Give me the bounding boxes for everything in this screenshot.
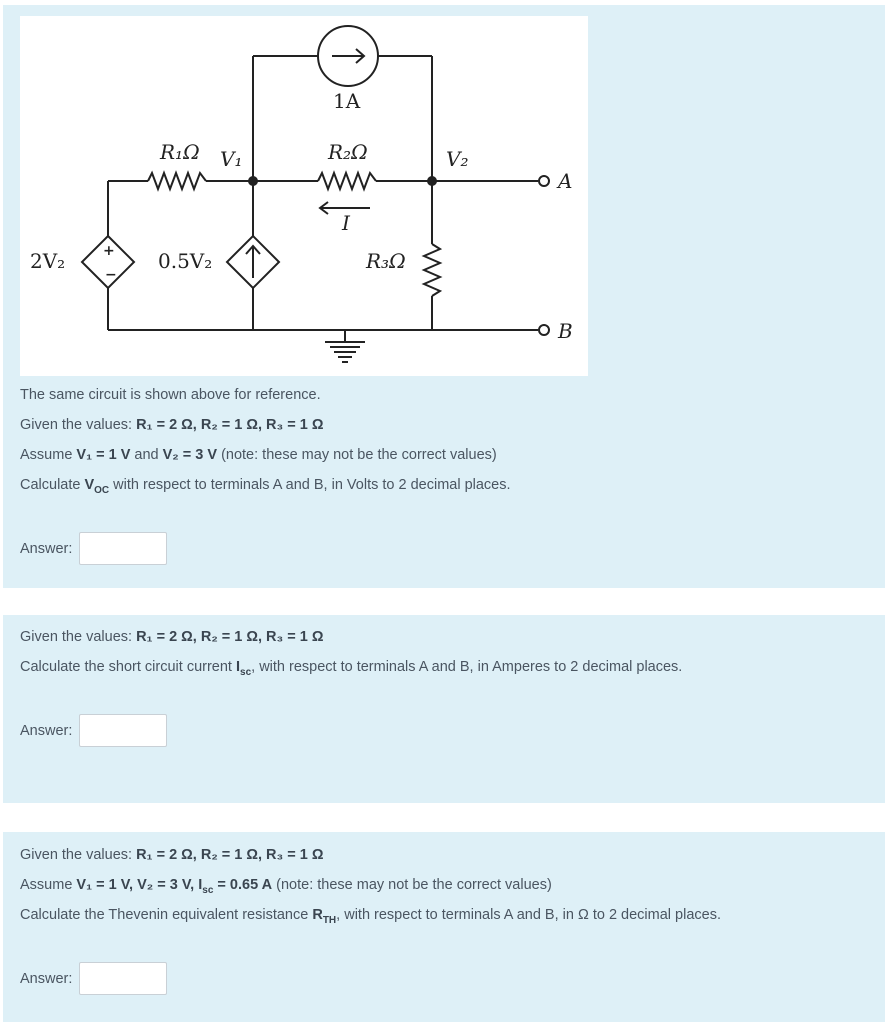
q3-given: Given the values: R₁ = 2 Ω, R₂ = 1 Ω, R₃ = 1 Ω (20, 847, 324, 863)
q1-given: Given the values: R₁ = 2 Ω, R₂ = 1 Ω, R₃ = 1 Ω (20, 417, 324, 433)
dep-voltage-source-label: 2V₂ (30, 249, 66, 273)
q3-assume: Assume V₁ = 1 V, V₂ = 3 V, $I_{sc} = 0.65$ A (note: these may not be the correct values) (20, 877, 552, 896)
current-source-label: 1A (333, 89, 361, 113)
circuit-diagram (20, 16, 588, 376)
svg-text:+: + (103, 243, 115, 259)
v2-label: V₂ (446, 147, 469, 171)
q2-answer-label: Answer: (20, 723, 73, 739)
svg-text:−: − (105, 267, 117, 283)
q2-answer-input[interactable] (79, 714, 167, 747)
question-1 (3, 5, 885, 588)
r1-label: R₁Ω (160, 140, 200, 164)
q1-answer-input[interactable] (79, 532, 167, 565)
question-2 (3, 615, 885, 803)
q2-given: Given the values: R₁ = 2 Ω, R₂ = 1 Ω, R₃ = 1 Ω (20, 629, 324, 645)
question-3 (3, 832, 885, 1022)
q1-assume: Assume V₁ = 1 V and V₂ = 3 V (note: these may not be the correct values) (20, 447, 497, 463)
q1-calc: Calculate $V_{OC}$ with respect to terminals A and B, in Volts to 2 decimal places. (20, 477, 511, 496)
terminal-b-label: B (558, 319, 573, 343)
dep-current-source-label: 0.5V₂ (158, 249, 213, 273)
current-i-label: I (342, 211, 350, 235)
terminal-a-label: A (558, 169, 573, 193)
q1-intro: The same circuit is shown above for reference. (20, 387, 321, 403)
q3-answer-label: Answer: (20, 971, 73, 987)
r2-label: R₂Ω (328, 140, 368, 164)
q3-calc: Calculate the Thevenin equivalent resistance $R_{TH}$, with respect to terminals A and B, in Ω to 2 decimal places. (20, 907, 721, 926)
q1-answer-label: Answer: (20, 541, 73, 557)
q3-answer-input[interactable] (79, 962, 167, 995)
v1-label: V₁ (220, 147, 243, 171)
r3-label: R₃Ω (366, 249, 406, 273)
q2-calc: Calculate the short circuit current $I_{sc}$, with respect to terminals A and B, in Amperes to 2 decimal places. (20, 659, 683, 678)
